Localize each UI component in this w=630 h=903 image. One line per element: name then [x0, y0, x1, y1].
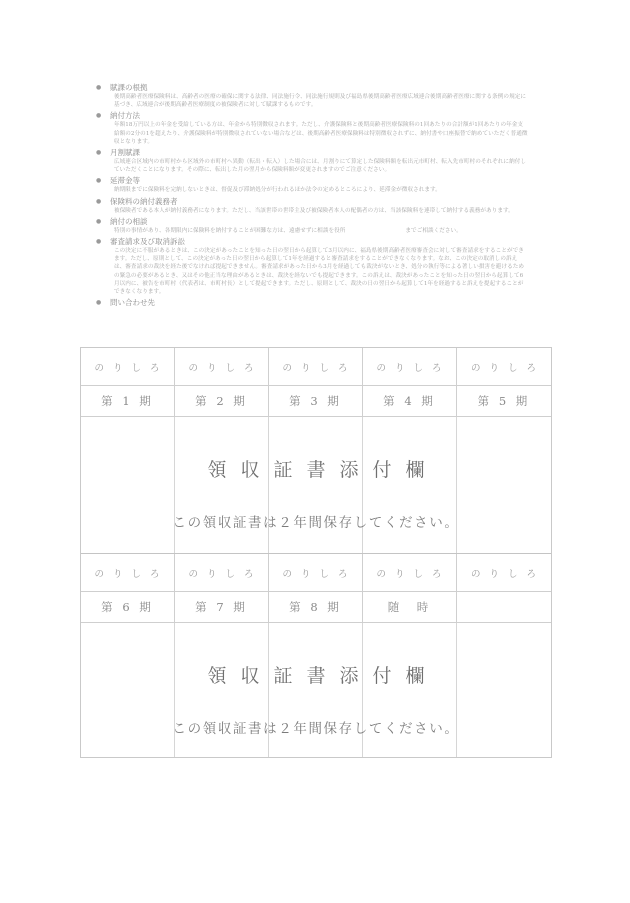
note-body: 納期限までに保険料を完納しないときは、督促及び滞納処分が行われるほか法令の定めるところにより、延滞金が徴収されます。	[114, 187, 441, 194]
receipt-grid	[80, 347, 552, 758]
note-late-fees	[96, 175, 528, 194]
period-row	[81, 592, 551, 623]
note-contact	[96, 297, 528, 308]
note-body: 後期高齢者医療保険料は、高齢者の医療の確保に関する法律、同法施行令、同法施行規則及び福島県後期高齢者医療広域連合後期高齢者医療に関する条例の規定に基づき、広域連合が後期高齢者医療制度の被保険者に対して賦課するものです。	[114, 94, 526, 109]
glue-margin-label: のりしろ	[470, 362, 545, 374]
receipt-retention-note: この領収証書は２年間保存してください。	[172, 515, 460, 531]
glue-margin-label: のりしろ	[81, 554, 175, 591]
note-body-text: 特別の事情があり、各期限内に保険料を納付することが困難な方は、遠慮せずに相談を役所	[114, 227, 346, 234]
note-body: この決定に不服があるときは、この決定があったことを知った日の翌日から起算して3月以内に、福島県後期高齢者医療審査会に対して審査請求をすることができます。ただし、原則として、この決定があった日の翌日から起算して1年を経過すると審査請求をすることができなくなります。なお、この決定の取消しの訴えは、審査請求の裁決を経た後でなければ提起できません。審査請求があった日から3月を経過しても裁決がないとき、処分の執行等による著しい損害を避けるための緊急の必要があるとき、又はその他正当な理由があるときは、裁決を経ないでも提起できます。この訴えは、裁決があったことを知った日の翌日から起算して6月以内に、被告を市町村（代表者は、市町村長）として提起できます。ただし、原則として、裁決の日の翌日から起算して1年を経過すると訴えを提起することができなくなります。	[114, 248, 525, 296]
glue-margin-label: のりしろ	[269, 554, 363, 591]
note-body	[96, 227, 528, 235]
bullet-icon: ●	[96, 112, 102, 120]
note-heading: 月割賦課	[110, 148, 140, 158]
bullet-icon: ●	[96, 84, 102, 91]
note-payment-obligor	[96, 196, 528, 215]
period-row	[81, 386, 551, 417]
note-heading: 賦課の根拠	[110, 83, 148, 92]
note-body: 年額18万円以上の年金を受給している方は、年金から特別徴収されます。ただし、介護保険料と後期高齢者医療保険料の1回あたりの合計額が1回あたりの年金支給額の2分の1を超えたり、介護保険料が特別徴収されていない場合などは、後期高齢者医療保険料は特別徴収されずに、納付書や口座振替で納めていただく普通徴収となります。	[114, 122, 528, 145]
period-label: 第 2 期	[175, 386, 269, 416]
note-monthly-assessment	[96, 147, 528, 174]
receipt-area-title: 領収証書添付欄	[207, 665, 439, 687]
glue-margin-label: のりしろ	[175, 348, 269, 385]
period-label: 第 8 期	[269, 592, 363, 622]
note-heading: 保険料の納付義務者	[110, 196, 178, 206]
note-heading: 納付方法	[110, 111, 140, 121]
period-label: 第 5 期	[477, 394, 531, 408]
glue-margin-label: のりしろ	[363, 554, 457, 591]
receipt-area-title: 領収証書添付欄	[207, 459, 439, 481]
note-heading: 問い合わせ先	[110, 298, 155, 308]
note-heading: 延滞金等	[110, 176, 140, 186]
glue-margin-label: のりしろ	[470, 568, 545, 580]
period-label: 第 7 期	[175, 592, 269, 622]
note-heading: 審査請求及び取消訴訟	[110, 237, 185, 247]
glue-margin-row	[81, 348, 551, 386]
glue-margin-label: のりしろ	[81, 348, 175, 385]
glue-margin-label: のりしろ	[175, 554, 269, 591]
note-heading: 納付の相談	[110, 216, 148, 226]
glue-margin-label: のりしろ	[269, 348, 363, 385]
period-label: 第 4 期	[363, 386, 457, 416]
note-appeal	[96, 236, 528, 296]
period-label: 第 3 期	[269, 386, 363, 416]
period-label: 第 1 期	[81, 386, 175, 416]
bullet-icon: ●	[96, 299, 102, 307]
bullet-icon: ●	[96, 217, 102, 225]
note-payment-consultation	[96, 216, 528, 235]
bullet-icon: ●	[96, 149, 102, 157]
receipt-attachment-area	[81, 417, 551, 554]
glue-margin-label: のりしろ	[363, 348, 457, 385]
receipt-retention-note: この領収証書は２年間保存してください。	[172, 721, 460, 737]
note-payment-method	[96, 110, 528, 146]
note-body: 広域連合区域内の市町村から区域外の市町村へ異動（転出・転入）した場合には、月割りにて算定した保険料額を転出元市町村、転入先市町村のそれぞれに納付していただくことになります。その際に、転出した月の翌月から保険料額が変更されますのでご注意ください。	[114, 159, 526, 174]
note-assessment-basis	[96, 82, 528, 109]
receipt-attachment-area	[81, 623, 551, 757]
bullet-icon: ●	[96, 177, 102, 185]
glue-margin-row	[81, 554, 551, 592]
notes-section	[96, 82, 528, 309]
bullet-icon: ●	[96, 197, 102, 205]
note-body: 被保険者である本人が納付義務者になります。ただし、当該世帯の世帯主及び被保険者本人の配偶者の方は、当該保険料を連帯して納付する義務があります。	[114, 207, 514, 214]
period-label-empty	[457, 592, 551, 622]
note-body-tail: までご相談ください。	[405, 227, 462, 234]
bullet-icon: ●	[96, 238, 102, 246]
period-label: 第 6 期	[81, 592, 175, 622]
period-label-anytime: 随 時	[363, 592, 457, 622]
